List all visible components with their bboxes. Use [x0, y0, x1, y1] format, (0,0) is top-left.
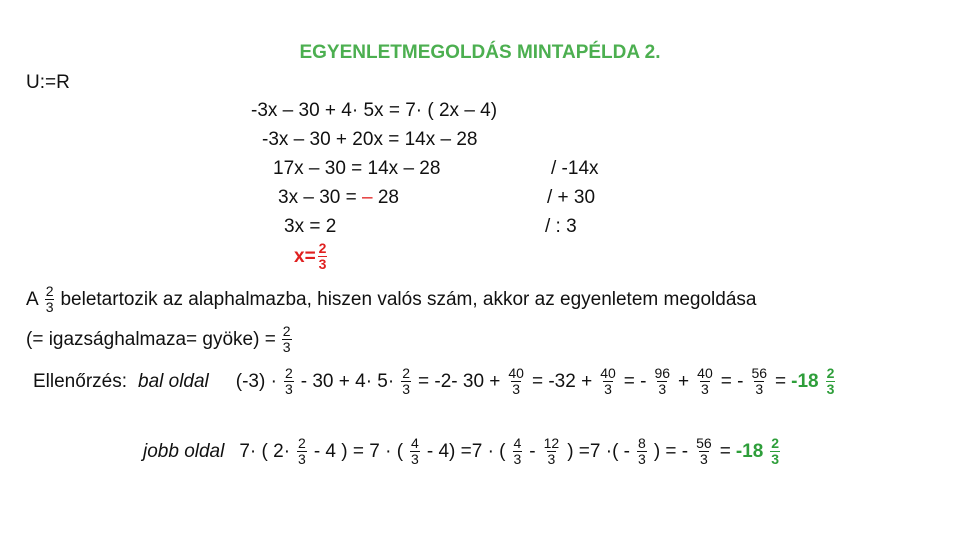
step-equation-4-pre: 3x – 30 = [278, 187, 362, 208]
check-left-term-5: = - [623, 370, 647, 392]
check-right-fraction-5 [637, 436, 647, 467]
solution [294, 241, 329, 272]
check-left-fraction-1 [284, 366, 294, 397]
statement-line-2-text: (= igazsághalmaza= gyöke) = [26, 328, 276, 350]
check-right-term-2: - 4 ) = 7 · ( [313, 440, 404, 462]
statement-a: A [26, 288, 39, 310]
check-left-fraction-6 [696, 366, 714, 397]
check-left-term-3: = -2- 30 + [418, 370, 501, 392]
statement-denominator: 3 [45, 299, 54, 315]
check-left-fraction-2-den: 3 [402, 381, 410, 397]
step-operation-5: / : 3 [545, 216, 577, 237]
step-operation-4: / + 30 [547, 187, 596, 208]
step-equation-5: 3x = 2 [284, 216, 337, 237]
check-left-fraction-4-den: 3 [604, 381, 612, 397]
step-equation-1: -3x – 30 + 4· 5x = 7· ( 2x – 4) [251, 100, 498, 121]
check-right-term-7: = [719, 440, 731, 462]
check-right-result-num: 2 [771, 435, 780, 451]
check-left-fraction-5 [653, 366, 671, 397]
check-right-fraction-6 [695, 436, 713, 467]
check-left-term-1: (-3) · [235, 370, 277, 392]
step-equation-4-post: 28 [372, 187, 399, 208]
check-right-term-3: - 4) =7 · ( [426, 440, 506, 462]
check-left-fraction-5-num: 96 [654, 365, 671, 381]
check-right-result-fraction [770, 436, 780, 467]
check-right-term-6: ) = - [653, 440, 689, 462]
check-left-fraction-3-den: 3 [512, 381, 521, 397]
check-left-fraction-7 [750, 366, 768, 397]
check-left-result: -18 [791, 370, 819, 392]
check-right-fraction-1-den: 3 [298, 451, 306, 467]
check-right-fraction-5-num: 8 [638, 435, 646, 451]
check-right-fraction-6-num: 56 [696, 435, 712, 451]
check-right-fraction-2-den: 3 [411, 451, 419, 467]
step-operation-3: / -14x [551, 158, 599, 179]
check-left-term-6: + [678, 370, 690, 392]
check-left-term-7: = - [720, 370, 744, 392]
check-right-fraction-2 [410, 436, 420, 467]
check-left-fraction-1-den: 3 [284, 381, 293, 397]
check-right-fraction-4-den: 3 [547, 451, 556, 467]
check-left-term-8: = [775, 370, 787, 392]
statement-text: beletartozik az alaphalmazba, hiszen valós szám, akkor az egyenletem megoldása [60, 288, 757, 310]
check-left-fraction-4-num: 40 [600, 365, 616, 381]
check-right-term-4: - [529, 440, 536, 462]
check-left-result-den: 3 [826, 381, 835, 397]
check-left-fraction-3 [507, 366, 525, 397]
check-right-fraction-4-num: 12 [543, 435, 560, 451]
check-right-fraction-2-num: 4 [411, 435, 419, 451]
check-right-side-label: jobb oldal [143, 440, 225, 462]
check-left-fraction-7-den: 3 [755, 381, 764, 397]
check-right-fraction-3-num: 4 [513, 435, 522, 451]
check-left-fraction-7-num: 56 [751, 365, 768, 381]
check-right-result-den: 3 [771, 451, 780, 467]
statement-line-2-numerator: 2 [282, 323, 291, 339]
step-equation-2: -3x – 30 + 20x = 14x – 28 [262, 129, 478, 150]
check-right-fraction-6-den: 3 [700, 451, 708, 467]
check-right-term-1: 7· ( 2· [239, 440, 291, 462]
step-equation-3: 17x – 30 = 14x – 28 [273, 158, 441, 179]
check-left-result-fraction [826, 366, 836, 397]
statement-numerator: 2 [45, 283, 54, 299]
check-left-row [33, 366, 837, 397]
solution-denominator: 3 [318, 256, 327, 272]
check-label: Ellenőrzés: [33, 370, 127, 392]
check-left-fraction-6-num: 40 [697, 365, 713, 381]
page-title: EGYENLETMEGOLDÁS MINTAPÉLDA 2. [299, 42, 661, 63]
check-left-fraction-3-num: 40 [508, 365, 524, 381]
check-right-fraction-4 [543, 436, 561, 467]
check-right-fraction-1-num: 2 [298, 435, 306, 451]
statement-line-2-denominator: 3 [282, 339, 291, 355]
check-left-fraction-5-den: 3 [658, 381, 667, 397]
statement-line-1 [26, 284, 756, 315]
check-right-result: -18 [735, 440, 764, 462]
step-equation-4 [278, 187, 399, 209]
statement-line-2-fraction [282, 324, 292, 355]
check-left-fraction-2-num: 2 [402, 365, 410, 381]
universe-label: U:=R [26, 72, 70, 93]
solution-numerator: 2 [318, 240, 327, 256]
check-right-fraction-5-den: 3 [638, 451, 646, 467]
check-left-result-num: 2 [826, 365, 835, 381]
check-left-fraction-2 [401, 366, 411, 397]
check-left-side-label: bal oldal [138, 370, 209, 392]
check-right-fraction-3-den: 3 [513, 451, 522, 467]
statement-line-2 [26, 324, 294, 355]
step-equation-4-red-minus: – [361, 187, 373, 208]
solution-fraction [318, 241, 328, 272]
check-right-row [143, 436, 782, 467]
check-left-fraction-4 [599, 366, 617, 397]
check-left-term-2: - 30 + 4· 5· [300, 370, 395, 392]
check-left-fraction-1-num: 2 [284, 365, 293, 381]
check-left-term-4: = -32 + [531, 370, 593, 392]
check-right-fraction-3 [513, 436, 523, 467]
statement-fraction [45, 284, 55, 315]
check-left-fraction-6-den: 3 [701, 381, 709, 397]
check-right-term-5: ) =7 ·( - [567, 440, 631, 462]
check-right-fraction-1 [297, 436, 307, 467]
solution-label: x= [294, 245, 316, 267]
